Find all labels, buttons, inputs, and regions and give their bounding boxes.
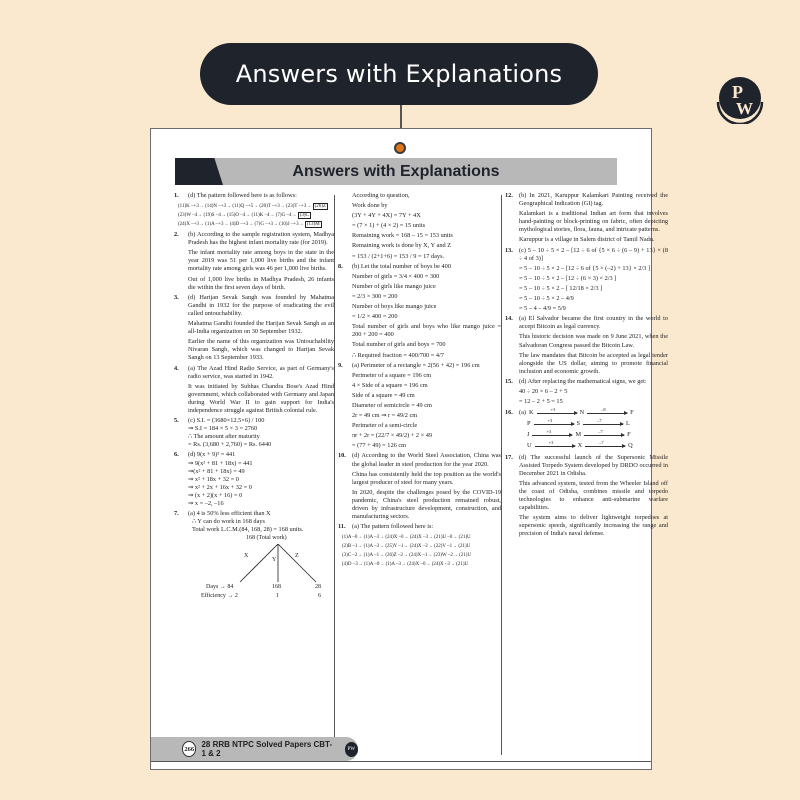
arrow-icon: –7	[585, 446, 625, 447]
page-footer	[151, 737, 358, 761]
letter-shift-row: J +3 M –7 F	[527, 428, 631, 439]
answer-4: 4. (a) The Azad Hind Radio Service, as part of Germany's radio service, was started in 1942. It was initiated by Subhas Chandra Bose's Azad Hind government, which collaborated with Germany and Japan during World War II to gain support for India's independence struggle against British colonial rule.	[174, 364, 334, 414]
section-banner	[175, 158, 617, 185]
header-title-pill	[200, 43, 598, 105]
answer-17: 17. (d) The successful launch of the Supersonic Missile Assisted Torpedo System developed by DRDO occurred in December 2021 in Odisha. This advanced system, tested from the Wheeler Island off the coast of Odisha, combines missile and torpedo technologies to enhance anti-submarine warfare capabilities. The system aims to deliver lightweight torpedoes at supersonic speeds, significantly increasing the range and precision of India's naval defense.	[505, 453, 668, 538]
footer-rule	[151, 761, 651, 762]
answer-5: 5. (c) S.I. = (3680×12.5×6) / 100 ⇒ S.I = 184 × 5 × 3 = 2760 ∴ The amount after maturity = Rs. (3,680 + 2,760) = Rs. 6440	[174, 417, 272, 449]
column-3	[505, 192, 668, 540]
answer-2: 2. (b) According to the sample registration system, Madhya Pradesh has the highest infant mortality rate (for 2019). The infant mortality rate among boys in the state in the year 2019 was 51 per 1,000 live births and the infant mortality rate among girls was 46 per 1,000 live births. Out of 1,000 live births in Madhya Pradesh, 26 infants die within the first seven days of birth.	[174, 231, 334, 291]
arrow-icon: +3	[537, 413, 577, 414]
page-number: 266	[182, 741, 196, 757]
column-divider	[501, 195, 502, 755]
letter-shift-row: (a) K +3 N –8 F	[519, 406, 634, 417]
answer-6: 6. (d) 9(x + 9)² = 441 ⇒ 9(x² + 81 + 18x) = 441 ⇒(x² + 81 + 18x) = 49 ⇒ x² + 18x + 32 = 0 ⇒ x² + 2x + 16x + 32 = 0 ⇒ (x + 2)(x + 16) = 0 ⇒ x = –2, –16	[174, 451, 253, 507]
arrow-icon: –7	[584, 435, 624, 436]
letter-shift-row: P +3 S –7 L	[527, 417, 630, 428]
pattern-table: (1)A –0→ (1)A –3→ (24)X –0→ (24)X –3→ (21)U –0→ (21)U (2)B –1→ (1)A –3→ (25)Y –1→ (24)X –2→ (22)V –1→ (21)U (3)C –2→ (1)A –1→ (26)Z –2→ (24)X –1→ (23)W –2→ (21)U (4)D –3→ (1)A –0→ (1)A –3→ (24)X –0→ (24)X –3→ (21)U	[342, 535, 472, 568]
letter-shift-row: U +3 X –7 Q	[527, 439, 633, 450]
header-title: Answers with Explanations	[235, 60, 563, 88]
pw-logo-icon	[714, 72, 766, 124]
tree-lines	[228, 544, 328, 584]
pw-mini-logo-icon: PW	[345, 742, 358, 757]
column-2	[338, 192, 501, 571]
column-divider	[334, 195, 335, 737]
answer-12: 12. (b) In 2021, Karuppur Kalamkari Painting received the Geographical Indication (GI) tag. Kalamkari is a traditional Indian art form that involves hand-painting or block-printing on fabric, often depicting mythological stories, flora, fauna, and intricate patterns. Karuppur is a village in Salem district of Tamil Nadu.	[505, 192, 668, 244]
answer-9: 9. (a) Perimeter of a rectangle = 2(56 + 42) = 196 cm Perimeter of a square = 196 cm 4 × Side of a square = 196 cm Side of a square = 49 cm Diameter of semicircle = 49 cm 2r = 49 cm ⇒ r = 49/2 cm Perimeter of a semi-circle πr + 2r = (22/7 × 49/2) + 2 × 49 = (77 + 49) = 126 cm	[338, 361, 480, 450]
book-title: 28 RRB NTPC Solved Papers CBT-1 & 2	[201, 740, 333, 758]
answer-8: 8. (b) Let the total number of boys be 400 Number of girls = 3/4 × 400 = 300 Number of girls like mango juice = 2/3 × 300 = 200 Number of boys like mango juice = 1/2 × 400 = 200 Total number of girls and boys who like mango juice = 200 + 200 = 400 Total number of girls and boys = 700 ∴ Required fraction = 400/700 = 4/7	[338, 262, 501, 359]
answer-7-continued: According to question, Work done by (3Y + 4Y + 4X) = 7Y + 4X = (7 × 1) + (4 × 2) = 15 units Remaining work = 168 – 15 = 153 units Remaining work is done by X, Y and Z = 153 / (2+1+6) = 153 / 9 = 17 days.	[352, 192, 453, 260]
column-1	[174, 192, 334, 598]
answer-3: 3. (d) Harijan Sevak Sangh was founded by Mahatma Gandhi in 1932 for the purpose of eradicating the evil called untouchability. Mahatma Gandhi founded the Harijan Sevak Sangh as an all-India organization on 30 September 1932. Earlier the name of this organization was Untouchability Nivaran Sangh, which was changed to Harijan Sevak Sangh on 13 September 1933.	[174, 293, 334, 362]
answer-14: 14. (a) El Salvador became the first country in the world to accept Bitcoin as legal currency. This historic decision was made on 9 June 2021, when the Salvadoran Congress passed the Bitcoin Law. The law mandates that Bitcoin be accepted as legal tender alongside the US dollar, aiming to promote financial inclusion and economic growth.	[505, 315, 668, 375]
answer-13: 13. (c) 5 – 10 ÷ 5 × 2 – [12 ÷ 6 of {5 × 6 ÷ (6 – 9) + 13} × (8 ÷ 4 of 3)] = 5 – 10 ÷ 5 × 2 – [12 ÷ 6 of {5 × (–2) + 13} × 2/3 ] = 5 – 10 ÷ 5 × 2 – [12 ÷ (6 × 3) × 2/3 ] = 5 – 10 ÷ 5 × 2 – [ 12/18 × 2/3 ] = 5 – 10 ÷ 5 × 2 – 4/9 = 5 – 4 – 4/9 = 5/9	[505, 246, 668, 313]
arrow-icon: +3	[532, 435, 572, 436]
answer-7: 7. (a) 4 is 50% less efficient than X ∴ Y can do work in 168 days Total work L.C.M.(84, 168, 28) = 168 units. 168 (Total work) X Y Z Days → 84 168 28 Efficiency → 2 1 6	[174, 510, 334, 596]
connector-dot	[394, 142, 406, 154]
pattern-table: (11)K –+3→ (14)N –+3→ (11)Q –+5→ (20)T –+3→ (23)T –+3→ (26)Z (23)W –4→ (19)S –4→ (15)O –4→ (11)K –4→ (7)G –4→ (3)C (24)X –+3→ (1)A –+3→ (4)D –+3→ (7)G –+3→ (10)J –+3→ (13)M	[178, 204, 327, 228]
svg-text:W: W	[736, 99, 753, 118]
answer-15: 15. (d) After replacing the mathematical signs, we get: 40 ÷ 20 × 6 – 2 + 5 = 12 – 2 + 5 = 15	[505, 377, 647, 406]
answer-10: 10. (d) According to the World Steel Association, China was the global leader in steel production for the year 2020. China has consistently held the top position as the world's largest producer of steel for many years. In 2020, despite the challenges posed by the COVID-19 pandemic, China's steel production remained robust, driven by infrastructure development, construction, and manufacturing sectors.	[338, 452, 501, 521]
arrow-icon: –8	[587, 413, 627, 414]
answer-11: 11. (a) The pattern followed here is: (1)A –0→ (1)A –3→ (24)X –0→ (24)X –3→ (21)U –0→ (21)U (2)B –1→ (1)A –3→ (25)Y –1→ (24)X –2→ (22)V –1→ (21)U (3)C –2→ (1)A –1→ (26)Z –2→ (24)X –1→ (23)W –2→ (21)U (4)D –3→ (1)A –0→ (1)A –3→ (24)X –0→ (24)X –3→ (21)U	[338, 523, 501, 569]
svg-text:P: P	[732, 82, 743, 102]
work-tree-diagram: 168 (Total work) X Y Z Days → 84 168 28 Efficiency → 2 1 6	[188, 536, 334, 596]
arrow-icon: –7	[583, 424, 623, 425]
answer-16: 16. (a) K +3 N –8 F P +3 S –7 L J +3 M –7 F U +3 X –7 Q	[505, 409, 668, 450]
answer-1: 1. (d) The pattern followed here is as follows: (11)K –+3→ (14)N –+3→ (11)Q –+5→ (20)T –+3→ (23)T –+3→ (26)Z (23)W –4→ (19)S –4→ (15)O –4→ (11)K –4→ (7)G –4→ (3)C (24)X –+3→ (1)A –+3→ (4)D –+3→ (7)G –+3→ (10)J –+3→ (13)M	[174, 192, 334, 229]
arrow-icon: +3	[534, 424, 574, 425]
banner-title: Answers with Explanations	[292, 162, 500, 180]
arrow-icon: +3	[535, 446, 575, 447]
